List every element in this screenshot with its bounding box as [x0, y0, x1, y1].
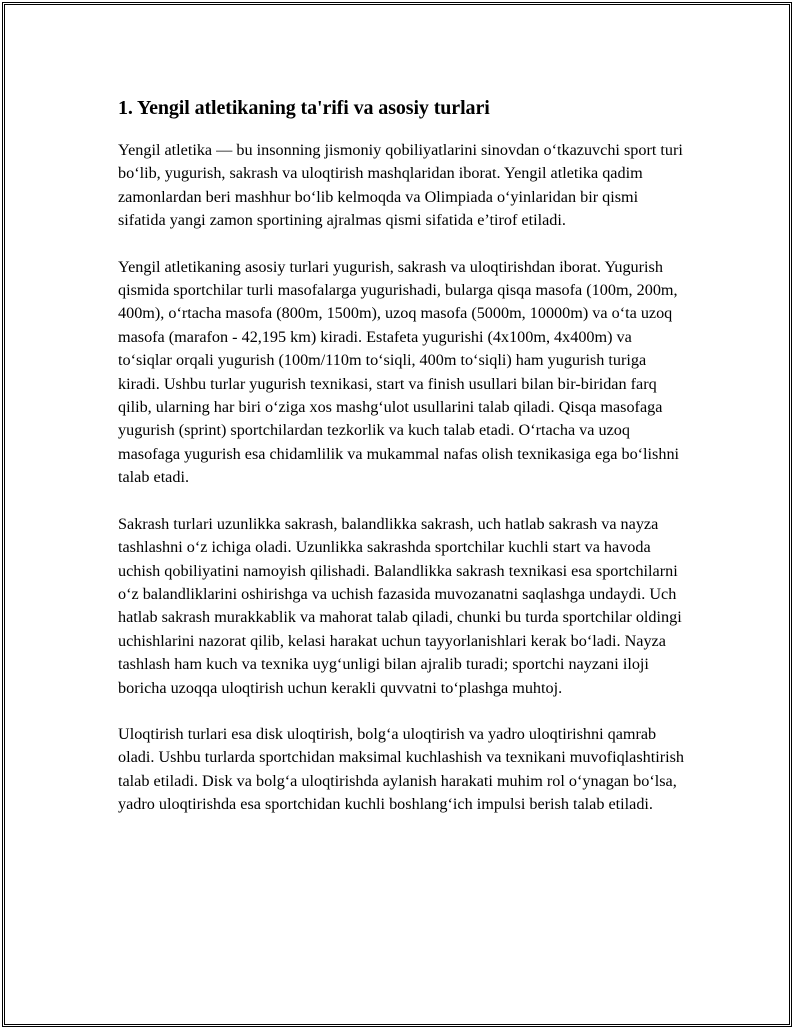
- paragraph-throwing: Uloqtirish turlari esa disk uloqtirish, bolg‘a uloqtirish va yadro uloqtirishni qamrab oladi. Ushbu turlarda sportchidan maksimal kuchlashish va texnikani muvofiqlashtirish talab etiladi. Disk va bolg‘a uloqtirishda aylanish harakati muhim rol o‘ynagan bo‘lsa, yadro uloqtirishda esa sportchidan kuchli boshlang‘ich impulsi berish talab etiladi.: [118, 724, 685, 814]
- paragraph-running: Yengil atletikaning asosiy turlari yugurish, sakrash va uloqtirishdan iborat. Yugurish qismida sportchilar turli masofalarga yugurishadi, bularga qisqa masofa (100m, 200m, 400m), o‘rtacha masofa (800m, 1500m), uzoq masofa (5000m, 10000m) va o‘ta uzoq masofa (marafon - 42,195 km) kiradi. Estafeta yugurishi (4x100m, 4x400m) va to‘siqlar orqali yugurish (100m/110m to‘siqli, 400m to‘siqli) ham yugurish turiga kiradi. Ushbu turlar yugurish texnikasi, start va finish usullari bilan bir-biridan farq qilib, ularning har biri o‘ziga xos mashg‘ulot usullarini talab qiladi. Qisqa masofaga yugurish (sprint) sportchilardan tezkorlik va kuch talab etadi. O‘rtacha va uzoq masofaga yugurish esa chidamlilik va mukammal nafas olish texnikasiga ega bo‘lishni talab etadi.: [118, 257, 680, 487]
- paragraph-jumping: Sakrash turlari uzunlikka sakrash, balandlikka sakrash, uch hatlab sakrash va nayza tashlashni o‘z ichiga oladi. Uzunlikka sakrashda sportchilar kuchli start va havoda uchish qobiliyatini namoyish qilishadi. Balandlikka sakrash texnikasi esa sportchilarni o‘z balandliklarini oshirishga va uchish fazasida muvozanatni saqlashga undaydi. Uch hatlab sakrash murakkablik va mahorat talab qiladi, chunki bu turda sportchilar oldingi uchishlarini nazorat qilib, kelasi harakat uchun tayyorlanishlari kerak bo‘ladi. Nayza tashlash ham kuch va texnika uyg‘unligi bilan ajralib turadi; sportchi nayzani iloji boricha uzoqqa uloqtirish uchun kerakli quvvatni to‘plashga muhtoj.: [118, 514, 682, 697]
- paragraph-definition: Yengil atletika — bu insonning jismoniy qobiliyatlarini sinovdan o‘tkazuvchi sport turi bo‘lib, yugurish, sakrash va uloqtirish mashqlaridan iborat. Yengil atletika qadim zamonlardan beri mashhur bo‘lib kelmoqda va Olimpiada o‘yinlaridan bir qismi sifatida yangi zamon sportining ajralmas qismi sifatida e’tirof etiladi.: [118, 141, 683, 230]
- section-heading: 1. Yengil atletikaning ta'rifi va asosiy turlari: [118, 97, 490, 119]
- document-body: [118, 96, 688, 840]
